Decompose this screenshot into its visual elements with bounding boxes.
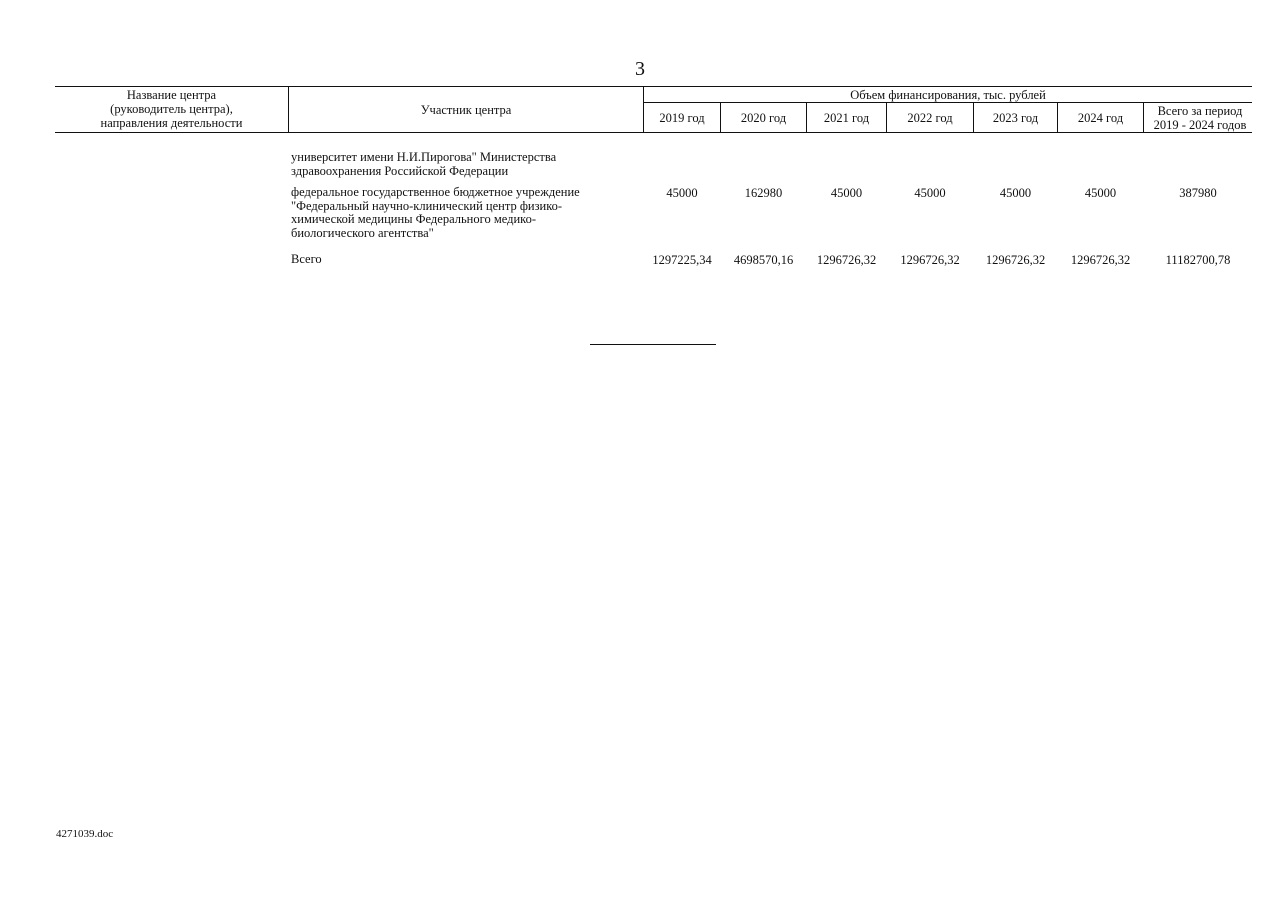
page-number: 3 [635,58,645,80]
total-value-2022: 1296726,32 [900,253,960,267]
header-funding-group: Объем финансирования, тыс. рублей [850,88,1046,102]
participant-line: федеральное государственное бюджетное учреждение [291,185,580,199]
header-center-name-line: Название центра [126,88,217,102]
total-value-2024: 1296726,32 [1070,253,1131,267]
row-2-value-2023: 45000 [999,186,1032,200]
participant-line: университет имени Н.И.Пирогова" Министерства [291,150,557,164]
header-bottom-rule [55,132,1252,133]
header-total [1144,104,1256,132]
total-value-2020: 4698570,16 [733,253,794,267]
row-2-participant [291,186,580,240]
end-of-document-rule [590,344,716,345]
header-total-line: Всего за период [1157,104,1243,118]
total-value-2019: 1297225,34 [652,253,712,267]
header-center-name-line: направления деятельности [100,116,243,130]
header-year-2022: 2022 год [907,111,953,125]
header-participant: Участник центра [420,103,512,117]
header-year-2021: 2021 год [823,111,870,125]
row-1-participant [291,151,556,178]
header-year-2023: 2023 год [992,111,1039,125]
participant-line: биологического агентства" [291,225,434,240]
header-center-name-line: (руководитель центра), [110,102,233,116]
row-2-value-2019: 45000 [666,186,698,200]
header-year-2024: 2024 год [1077,111,1124,125]
participant-line: химической медицины Федерального медико- [291,212,537,226]
header-total-line: 2019 - 2024 годов [1153,118,1247,132]
row-2-value-2022: 45000 [914,186,946,200]
participant-line: Всего [291,252,322,266]
funding-subheader-rule [643,102,1252,103]
footer-file-name: 4271039.doc [56,828,114,840]
total-value-2021: 1296726,32 [816,253,877,267]
row-2-value-2020: 162980 [744,186,783,200]
header-year-2019: 2019 год [659,111,705,125]
total-value-all: 11182700,78 [1165,253,1231,267]
header-center-name [55,88,288,130]
table-top-rule [55,86,1252,87]
total-value-2023: 1296726,32 [985,253,1046,267]
participant-line: "Федеральный научно-клинический центр физико- [291,198,563,213]
row-2-value-2021: 45000 [830,186,863,200]
row-total-label [291,253,322,267]
row-2-value-2024: 45000 [1084,186,1117,200]
header-year-2020: 2020 год [740,111,787,125]
row-2-total: 387980 [1179,186,1217,200]
participant-line: здравоохранения Российской Федерации [291,163,509,178]
